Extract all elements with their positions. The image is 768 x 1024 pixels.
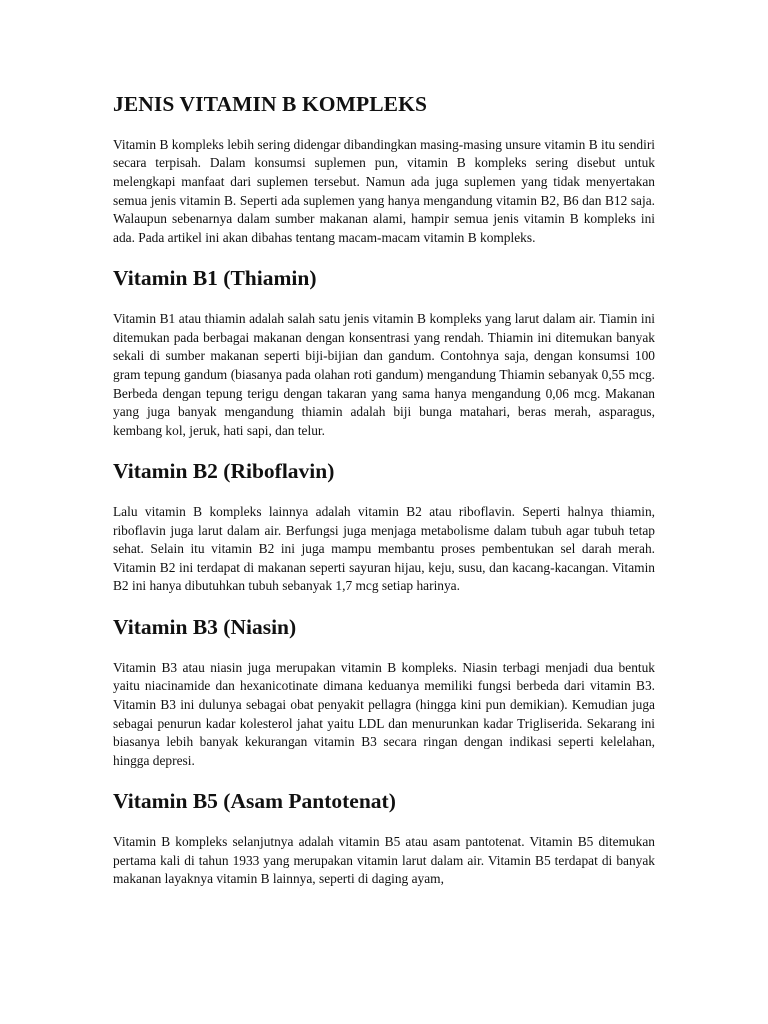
document-page [113, 92, 655, 889]
heading-vitamin-b3: Vitamin B3 (Niasin) [113, 615, 297, 640]
page-title: JENIS VITAMIN B KOMPLEKS [113, 92, 428, 116]
heading-vitamin-b1: Vitamin B1 (Thiamin) [113, 266, 317, 291]
paragraph-vitamin-b5: Vitamin B kompleks selanjutnya adalah vitamin B5 atau asam pantotenat. Vitamin B5 ditemukan pertama kali di tahun 1933 yang merupakan vitamin larut dalam air. Vitamin B5 terdapat di banyak makanan layaknya vitamin B lainnya, seperti di daging ayam, [113, 834, 655, 887]
paragraph-vitamin-b2: Lalu vitamin B kompleks lainnya adalah vitamin B2 atau riboflavin. Seperti halnya thiamin, riboflavin juga larut dalam air. Berfungsi juga menjaga metabolisme dalam tubuh agar tubuh tetap sehat. Selain itu vitamin B2 ini juga mampu membantu proses pembentukan sel darah merah. Vitamin B2 ini terdapat di makanan seperti sayuran hijau, keju, susu, dan kacang-kacangan. Vitamin B2 ini hanya dibutuhkan tubuh sebanyak 1,7 mcg setiap harinya. [113, 504, 655, 594]
heading-vitamin-b5: Vitamin B5 (Asam Pantotenat) [113, 789, 396, 814]
heading-vitamin-b2: Vitamin B2 (Riboflavin) [113, 459, 335, 484]
intro-paragraph: Vitamin B kompleks lebih sering didengar dibandingkan masing-masing unsure vitamin B itu sendiri secara terpisah. Dalam konsumsi suplemen pun, vitamin B kompleks sering disebut untuk melengkapi manfaat dari suplemen tersebut. Namun ada juga suplemen yang tidak menyertakan semua jenis vitamin B. Seperti ada suplemen yang hanya mengandung vitamin B2, B6 dan B12 saja. Walaupun sebenarnya dalam sumber makanan alami, hampir semua jenis vitamin B kompleks ini ada. Pada artikel ini akan dibahas tentang macam-macam vitamin B kompleks. [113, 136, 655, 245]
paragraph-vitamin-b1: Vitamin B1 atau thiamin adalah salah satu jenis vitamin B kompleks yang larut dalam air. Tiamin ini ditemukan pada berbagai makanan dengan konsentrasi yang rendah. Thiamin ini ditemukan banyak sekali di sumber makanan seperti biji-bijian dan gandum. Contohnya saja, dengan konsumsi 100 gram tepung gandum (biasanya pada olahan roti gandum) mengandung Thiamin sebanyak 0,55 mcg. Berbeda dengan tepung terigu dengan takaran yang sama hanya mengandung 0,06 mcg. Makanan yang juga banyak mengandung thiamin adalah biji bunga matahari, beras merah, asparagus, kembang kol, jeruk, hati sapi, dan telur. [113, 311, 655, 438]
paragraph-vitamin-b3: Vitamin B3 atau niasin juga merupakan vitamin B kompleks. Niasin terbagi menjadi dua bentuk yaitu niacinamide dan hexanicotinate dimana keduanya memiliki fungsi berbeda dari vitamin B3. Vitamin B3 ini dulunya sebagai obat penyakit pellagra (hingga kini pun demikian). Kemudian juga sebagai penurun kadar kolesterol jahat yaitu LDL dan menurunkan kadar Trigliserida. Sekarang ini biasanya lebih banyak kekurangan vitamin B3 secara ringan dengan indikasi seperti kelelahan, hingga depresi. [113, 659, 655, 768]
